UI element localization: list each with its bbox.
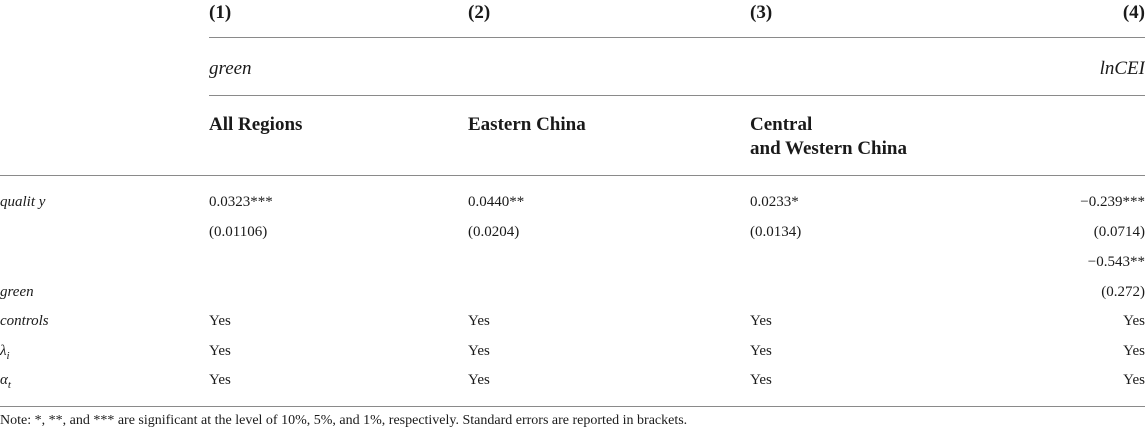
region-header-col2: Eastern China [468, 114, 586, 135]
cell-quality-c4: −0.239*** [1080, 194, 1145, 210]
cell-controls-c2: Yes [468, 313, 490, 329]
cell-alpha-c1: Yes [209, 372, 231, 388]
row-label-quality: qualit y [0, 194, 46, 210]
alpha-subscript: t [7, 379, 11, 391]
cell-quality-c3: 0.0233* [750, 194, 799, 210]
column-header-1: (1) [209, 2, 232, 23]
lambda-symbol: λ [0, 343, 7, 359]
rule-bottom [0, 406, 1145, 407]
cell-lambda-c4: Yes [1123, 343, 1145, 359]
cell-alpha-c2: Yes [468, 372, 490, 388]
cell-quality-c2: 0.0440** [468, 194, 525, 210]
row-label-green: green [0, 284, 34, 300]
region-header-col3-line2: and Western China [750, 138, 907, 159]
dependent-var-col4: lnCEI [1099, 58, 1145, 79]
dependent-var-col1: green [209, 58, 252, 79]
rule-under-dependent-vars [209, 95, 1145, 96]
region-header-col1: All Regions [209, 114, 303, 135]
cell-green-c4: −0.543** [1087, 254, 1145, 270]
cell-alpha-c4: Yes [1123, 372, 1145, 388]
region-header-col3-line1: Central [750, 114, 813, 135]
row-label-lambda [0, 343, 10, 362]
cell-lambda-c1: Yes [209, 343, 231, 359]
cell-controls-c1: Yes [209, 313, 231, 329]
cell-quality-se-c2: (0.0204) [468, 224, 520, 240]
cell-controls-c3: Yes [750, 313, 772, 329]
cell-alpha-c3: Yes [750, 372, 772, 388]
cell-lambda-c3: Yes [750, 343, 772, 359]
cell-lambda-c2: Yes [468, 343, 490, 359]
cell-quality-se-c4: (0.0714) [1093, 224, 1145, 240]
row-label-alpha [0, 372, 11, 391]
rule-under-column-numbers [209, 37, 1145, 38]
cell-quality-se-c1: (0.01106) [209, 224, 268, 240]
row-label-controls: controls [0, 313, 49, 329]
column-header-4: (4) [1122, 2, 1145, 23]
column-header-3: (3) [750, 2, 773, 23]
table-note: Note: *, **, and *** are significant at the level of 10%, 5%, and 1%, respectively. Standard errors are reported in brackets. [0, 413, 688, 428]
lambda-subscript: i [6, 350, 10, 362]
cell-green-se-c4: (0.272) [1101, 284, 1145, 300]
rule-under-header [0, 175, 1145, 176]
column-header-2: (2) [468, 2, 491, 23]
cell-quality-c1: 0.0323*** [209, 194, 273, 210]
cell-quality-se-c3: (0.0134) [750, 224, 802, 240]
alpha-symbol: α [0, 372, 8, 388]
cell-controls-c4: Yes [1123, 313, 1145, 329]
